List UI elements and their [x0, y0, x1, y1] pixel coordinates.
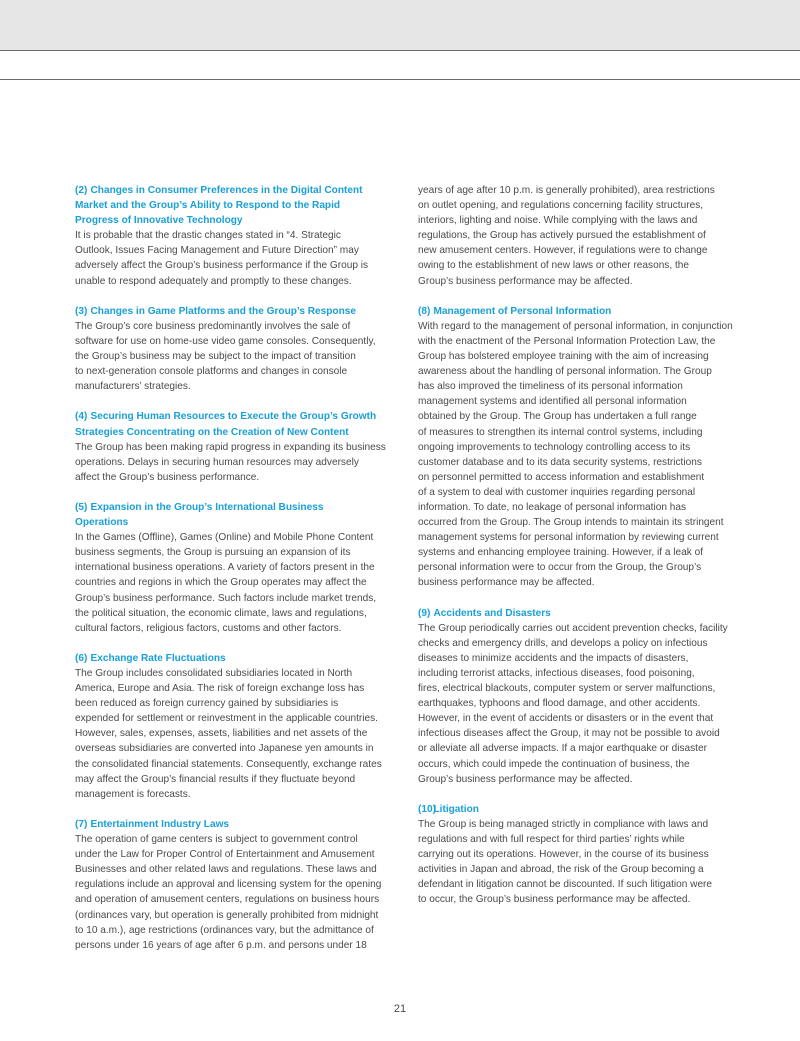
- heading-text: Litigation: [433, 803, 479, 815]
- right-column: [418, 183, 738, 923]
- header-band: [0, 0, 800, 51]
- body-text-line: personal information were to occur from the Group, the Group’s: [418, 562, 702, 574]
- risk-section: [75, 183, 395, 289]
- body-text-line: the Group’s business may be subject to the impact of transition: [75, 351, 356, 363]
- heading-line: [418, 802, 739, 817]
- body-text-line: the consolidated financial statements. Consequently, exchange rates: [75, 758, 382, 770]
- section-heading: [418, 606, 738, 621]
- section-body: [418, 621, 738, 787]
- body-text-line: systems and enhancing employee training. However, if a leak of: [418, 547, 704, 559]
- heading-line: [418, 304, 739, 319]
- risk-section: [418, 183, 738, 289]
- heading-text: Exchange Rate Fluctuations: [90, 652, 226, 664]
- heading-text: Securing Human Resources to Execute the Group’s Growth: [90, 411, 377, 423]
- body-text-line: international business operations. A variety of factors present in the: [75, 562, 375, 574]
- section-body: [418, 817, 738, 908]
- section-number: (8): [418, 305, 431, 317]
- body-text-line: ongoing improvements to technology controlling access to its: [418, 441, 691, 453]
- body-text-line: management systems for personal information by reviewing current: [418, 532, 719, 544]
- risk-section: [75, 817, 395, 953]
- page-number: 21: [393, 1003, 407, 1015]
- body-text-line: or alleviate all adverse impacts. If a major earthquake or disaster: [418, 743, 707, 755]
- heading-text: Changes in Game Platforms and the Group’s Response: [90, 305, 356, 317]
- body-text-line: regulations and with full respect for third parties’ rights while: [418, 834, 685, 846]
- body-text-line: infectious diseases affect the Group, it may not be possible to avoid: [418, 728, 720, 740]
- body-text-line: persons under 16 years of age after 6 p.m. and persons under 18: [75, 939, 367, 951]
- section-number: (5): [75, 501, 88, 513]
- section-heading: [75, 304, 395, 319]
- body-text-line: years of age after 10 p.m. is generally prohibited), area restrictions: [418, 185, 715, 196]
- body-text-line: adversely affect the Group’s business performance if the Group is: [75, 260, 369, 272]
- heading-text: Strategies Concentrating on the Creation of New Content: [75, 426, 349, 438]
- body-text-line: Group has bolstered employee training with the aim of increasing: [418, 351, 709, 363]
- body-text-line: It is probable that the drastic changes stated in “4. Strategic: [75, 230, 341, 242]
- body-text-line: operations. Delays in securing human resources may adversely: [75, 456, 359, 468]
- body-text-line: obtained by the Group. The Group has undertaken a full range: [418, 411, 697, 423]
- risk-section: [75, 304, 395, 395]
- body-text-line: However, in the event of accidents or disasters or in the event that: [418, 713, 714, 725]
- body-text-line: regulations include an approval and licensing system for the opening: [75, 879, 382, 891]
- body-text-line: to occur, the Group’s business performance may be affected.: [418, 894, 691, 906]
- body-text-line: occurred from the Group. The Group intends to maintain its stringent: [418, 517, 724, 529]
- risk-section: [418, 606, 738, 787]
- heading-text: Market and the Group’s Ability to Respond to the Rapid: [75, 200, 341, 212]
- body-text-line: overseas subsidiaries are converted into Japanese yen amounts in: [75, 743, 374, 755]
- heading-text: Management of Personal Information: [433, 305, 612, 317]
- body-text-line: the political situation, the economic climate, laws and regulations,: [75, 607, 367, 619]
- body-text-line: been reduced as foreign currency gained by subsidiaries is: [75, 698, 339, 710]
- body-text-line: customer database and to its data security systems, restrictions: [418, 456, 702, 468]
- section-number: (9): [418, 607, 431, 619]
- section-heading: [418, 304, 738, 319]
- section-body: [75, 440, 395, 485]
- heading-line: [75, 817, 396, 832]
- body-text-line: affect the Group’s business performance.: [75, 471, 260, 483]
- body-text-line: Outlook, Issues Facing Management and Future Direction” may: [75, 245, 359, 257]
- body-text-line: carrying out its operations. However, in the course of its business: [418, 849, 709, 861]
- risk-section: [75, 500, 395, 636]
- body-text-line: including terrorist attacks, infectious diseases, food poisoning,: [418, 668, 695, 679]
- body-text-line: The operation of game centers is subject to government control: [75, 834, 358, 846]
- body-text-line: management is forecasts.: [75, 788, 191, 800]
- body-text-line: on personnel permitted to access information and establishment: [418, 471, 705, 483]
- body-text-line: owing to the establishment of new laws or other reasons, the: [418, 260, 689, 272]
- body-text-line: expended for settlement or reinvestment in the applicable countries.: [75, 713, 378, 725]
- section-number: (4): [75, 411, 88, 423]
- section-number: (6): [75, 652, 88, 664]
- body-text-line: earthquakes, typhoons and flood damage, and other accidents.: [418, 698, 701, 710]
- body-text-line: software for use on home-use video game consoles. Consequently,: [75, 335, 376, 347]
- body-text-line: The Group has been making rapid progress in expanding its business: [75, 441, 386, 453]
- section-body: [418, 183, 738, 289]
- section-heading: [75, 651, 395, 666]
- heading-line: [75, 651, 396, 666]
- heading-line: [75, 409, 396, 424]
- header-rule: [0, 79, 800, 80]
- body-text-line: defendant in litigation cannot be discounted. If such litigation were: [418, 879, 713, 891]
- body-text-line: to next-generation console platforms and changes in console: [75, 366, 348, 378]
- heading-line: [75, 500, 396, 515]
- risk-section: [75, 409, 395, 484]
- section-heading: [75, 817, 395, 832]
- body-text-line: Group’s business performance. Such factors include market trends,: [75, 592, 377, 604]
- body-text-line: of measures to strengthen its internal control systems, including: [418, 426, 703, 438]
- body-text-line: unable to respond adequately and promptly to these changes.: [75, 275, 352, 287]
- section-body: [75, 319, 395, 394]
- body-text-line: checks and emergency drills, and develops a policy on infectious: [418, 637, 708, 649]
- body-text-line: activities in Japan and abroad, the risk of the Group becoming a: [418, 864, 704, 876]
- heading-text: Operations: [75, 517, 129, 529]
- body-text-line: of a system to deal with customer inquiries regarding personal: [418, 486, 696, 498]
- body-text-line: The Group includes consolidated subsidiaries located in North: [75, 668, 353, 679]
- body-text-line: on outlet opening, and regulations concerning facility structures,: [418, 200, 704, 212]
- heading-text: Accidents and Disasters: [433, 607, 551, 619]
- body-text-line: manufacturers’ strategies.: [75, 381, 191, 393]
- body-text-line: America, Europe and Asia. The risk of foreign exchange loss has: [75, 683, 365, 695]
- heading-line: [75, 304, 396, 319]
- body-text-line: business segments, the Group is pursuing an expansion of its: [75, 547, 351, 559]
- heading-line: [75, 515, 396, 530]
- risk-section: [75, 651, 395, 802]
- body-text-line: to 10 a.m.), age restrictions (ordinances vary, but the admittance of: [75, 924, 374, 936]
- section-number: (10): [418, 803, 436, 815]
- section-body: [418, 319, 738, 591]
- heading-text: Entertainment Industry Laws: [90, 818, 230, 830]
- body-text-line: With regard to the management of personal information, in conjunction: [418, 320, 733, 332]
- section-body: [75, 832, 395, 953]
- body-text-line: and operation of amusement centers, regulations on business hours: [75, 894, 380, 906]
- section-number: (7): [75, 818, 88, 830]
- body-text-line: The Group periodically carries out accident prevention checks, facility: [418, 622, 728, 634]
- heading-line: [75, 213, 396, 228]
- body-text-line: cultural factors, religious factors, customs and other factors.: [75, 622, 342, 634]
- body-text-line: business performance may be affected.: [418, 577, 595, 589]
- body-text-line: The Group’s core business predominantly involves the sale of: [75, 320, 351, 332]
- body-text-line: has also improved the timeliness of its personal information: [418, 381, 683, 393]
- body-text-line: Group’s business performance may be affected.: [418, 275, 633, 287]
- body-text-line: The Group is being managed strictly in compliance with laws and: [418, 818, 709, 830]
- body-text-line: Group’s business performance may be affected.: [418, 773, 633, 785]
- heading-text: Progress of Innovative Technology: [75, 215, 243, 227]
- body-text-line: (ordinances vary, but operation is generally prohibited from midnight: [75, 909, 379, 921]
- heading-text: Changes in Consumer Preferences in the Digital Content: [90, 185, 363, 196]
- body-text-line: may affect the Group’s financial results if they fluctuate beyond: [75, 773, 356, 785]
- section-body: [75, 228, 395, 288]
- body-text-line: management systems and identified all personal information: [418, 396, 687, 408]
- section-heading: [75, 500, 395, 530]
- body-text-line: regulations, the Group has actively pursued the establishment of: [418, 230, 706, 242]
- body-text-line: Businesses and other related laws and regulations. These laws and: [75, 864, 377, 876]
- body-text-line: countries and regions in which the Group operates may affect the: [75, 577, 367, 589]
- body-text-line: under the Law for Proper Control of Entertainment and Amusement: [75, 849, 375, 861]
- left-column: [75, 183, 395, 968]
- section-heading: [75, 409, 395, 439]
- section-number: (2): [75, 185, 88, 196]
- heading-line: [75, 198, 396, 213]
- body-text-line: However, sales, expenses, assets, liabilities and net assets of the: [75, 728, 368, 740]
- body-text-line: with the enactment of the Personal Information Protection Law, the: [418, 335, 716, 347]
- body-text-line: occurs, which could impede the continuation of business, the: [418, 758, 690, 770]
- section-heading: [75, 183, 395, 228]
- body-text-line: awareness about the handling of personal information. The Group: [418, 366, 712, 378]
- heading-line: [418, 606, 739, 621]
- body-text-line: interiors, lighting and noise. While complying with the laws and: [418, 215, 698, 227]
- body-text-line: fires, electrical blackouts, computer system or server malfunctions,: [418, 683, 716, 695]
- risk-section: [418, 304, 738, 591]
- heading-text: Expansion in the Group’s International Business: [90, 501, 324, 513]
- heading-line: [75, 425, 396, 440]
- section-body: [75, 666, 395, 802]
- section-body: [75, 530, 395, 636]
- body-text-line: new amusement centers. However, if regulations were to change: [418, 245, 708, 257]
- section-heading: [418, 802, 738, 817]
- body-text-line: information. To date, no leakage of personal information has: [418, 501, 687, 513]
- risk-section: [418, 802, 738, 908]
- section-number: (3): [75, 305, 88, 317]
- body-text-line: diseases to minimize accidents and the impacts of disasters,: [418, 652, 689, 664]
- heading-line: [75, 183, 396, 198]
- body-text-line: In the Games (Offline), Games (Online) and Mobile Phone Content: [75, 532, 374, 544]
